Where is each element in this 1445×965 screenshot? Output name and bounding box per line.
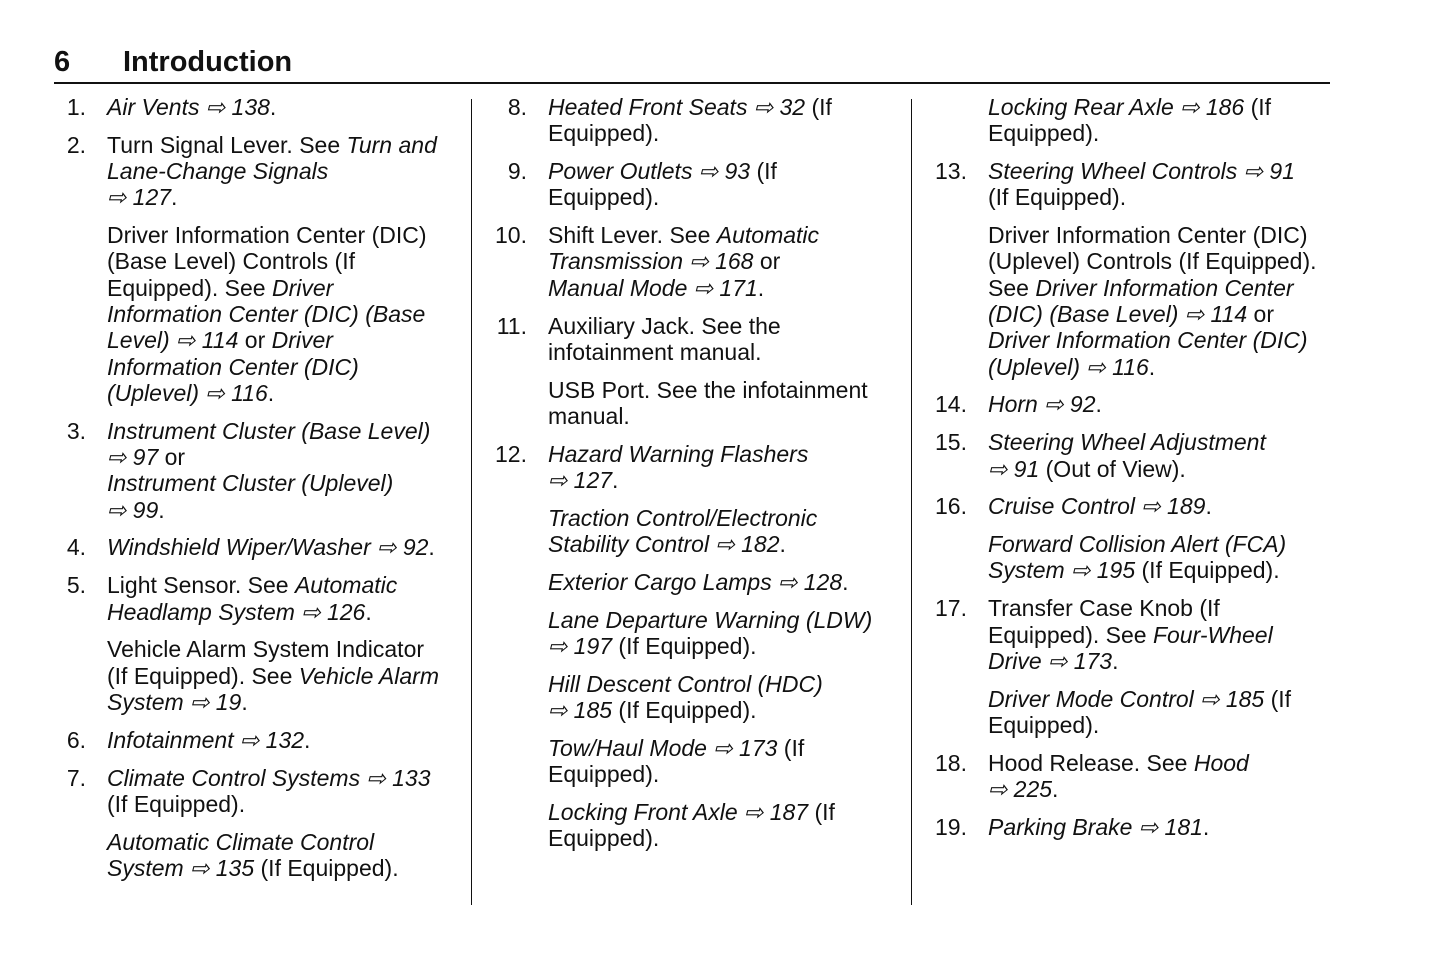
- page-reference[interactable]: ⇨ 126: [301, 598, 366, 625]
- cross-reference-link[interactable]: Instrument Cluster (Base Level): [107, 417, 431, 444]
- page-reference[interactable]: ⇨ 195: [1071, 557, 1136, 584]
- item-number: 4.: [66, 534, 86, 561]
- item-number: 9.: [507, 158, 527, 185]
- cross-reference-link[interactable]: Instrument Cluster (Uplevel): [107, 470, 394, 497]
- text: (If Equipped).: [988, 685, 1292, 738]
- text: .: [1095, 391, 1102, 418]
- page-reference[interactable]: ⇨ 127: [107, 184, 172, 211]
- cross-reference-link[interactable]: Driver Information Center (DIC) (Uplevel): [107, 327, 359, 406]
- text: .: [171, 184, 178, 211]
- text: (Out of View).: [1039, 455, 1186, 482]
- cross-reference-link[interactable]: Locking Rear Axle: [988, 94, 1174, 120]
- text: (If Equipped).: [988, 184, 1127, 211]
- cross-reference-link[interactable]: Exterior Cargo Lamps: [548, 568, 772, 595]
- column-1: [54, 94, 444, 893]
- cross-reference-link[interactable]: Automatic Headlamp System: [107, 572, 398, 625]
- item-number: 19.: [935, 813, 967, 840]
- text: .: [241, 688, 248, 715]
- text: (If Equipped).: [612, 633, 757, 660]
- item-number: 3.: [66, 417, 86, 444]
- text: Auxiliary Jack. See the infotainment manual.: [548, 312, 781, 365]
- text: USB Port. See the infotainment manual.: [548, 376, 868, 429]
- cross-reference-link[interactable]: Turn and Lane-Change Signals: [107, 131, 437, 185]
- text: Transfer Case Knob (If Equipped). See: [988, 595, 1220, 648]
- text: (If Equipped).: [612, 697, 757, 724]
- list-item: [935, 391, 1325, 417]
- list-item: [54, 94, 444, 120]
- page-reference[interactable]: ⇨ 91: [1243, 158, 1295, 185]
- cross-reference-link[interactable]: Horn: [988, 391, 1038, 418]
- text: .: [267, 379, 275, 406]
- page-reference[interactable]: ⇨ 185: [1200, 685, 1265, 712]
- text: (If Equipped).: [107, 790, 246, 817]
- cross-reference-link[interactable]: Cruise Control: [988, 493, 1135, 520]
- cross-reference-link[interactable]: Climate Control Systems: [107, 764, 361, 791]
- text: .: [757, 274, 765, 301]
- page-reference[interactable]: ⇨ 114: [1184, 301, 1248, 328]
- text: .: [365, 598, 372, 625]
- page-reference[interactable]: ⇨ 116: [205, 379, 268, 406]
- page-reference[interactable]: ⇨ 181: [1138, 813, 1203, 840]
- list-item: [935, 595, 1325, 738]
- text: .: [1205, 493, 1212, 520]
- cross-reference-link[interactable]: Hill Descent Control (HDC): [548, 670, 823, 697]
- cross-reference-link[interactable]: Locking Front Axle: [548, 799, 738, 826]
- list-item: [935, 158, 1325, 380]
- column-divider: [911, 99, 912, 905]
- page-header: [54, 44, 1330, 84]
- cross-reference-link[interactable]: Air Vents: [107, 94, 200, 120]
- cross-reference-link[interactable]: Steering Wheel Adjustment: [988, 429, 1266, 456]
- text: Driver Information Center (DIC) (Base Level) Controls (If Equipped). See: [107, 222, 427, 301]
- text: .: [779, 531, 786, 558]
- page-reference[interactable]: ⇨ 132: [239, 726, 305, 753]
- list-item: [495, 441, 885, 852]
- text: (If Equipped).: [988, 94, 1272, 147]
- item-number: 10.: [495, 222, 527, 249]
- cross-reference-link[interactable]: Parking Brake: [988, 813, 1133, 840]
- page-reference[interactable]: ⇨ 19: [190, 688, 242, 715]
- page-reference[interactable]: ⇨ 99: [107, 496, 159, 523]
- cross-reference-link[interactable]: Driver Mode Control: [988, 685, 1194, 712]
- list-item: [54, 132, 444, 406]
- column-2: [495, 94, 885, 863]
- cross-reference-link[interactable]: Tow/Haul Mode: [548, 734, 707, 761]
- cross-reference-link[interactable]: Forward Collision Alert (FCA) System: [988, 531, 1287, 584]
- page-reference[interactable]: ⇨ 128: [778, 568, 843, 595]
- cross-reference-link[interactable]: Hazard Warning Flashers: [548, 440, 809, 467]
- item-number: 1.: [66, 94, 86, 120]
- page-reference[interactable]: ⇨ 127: [548, 467, 613, 494]
- page-reference[interactable]: ⇨ 186: [1180, 94, 1245, 120]
- text: Turn Signal Lever. See: [107, 131, 347, 158]
- text: (If Equipped).: [548, 799, 835, 852]
- item-number: 14.: [935, 391, 967, 418]
- text: Shift Lever. See: [548, 222, 717, 249]
- list-item: [935, 429, 1325, 482]
- cross-reference-link[interactable]: Hood: [1193, 749, 1249, 776]
- page-reference[interactable]: ⇨ 173: [713, 734, 778, 761]
- list-item: [935, 493, 1325, 583]
- page-reference[interactable]: ⇨ 225: [988, 776, 1053, 803]
- cross-reference-link[interactable]: Manual Mode: [548, 274, 688, 301]
- text: .: [1112, 647, 1119, 674]
- page-reference[interactable]: ⇨ 182: [715, 531, 780, 558]
- item-number: 18.: [935, 749, 967, 776]
- list-item: [54, 418, 444, 523]
- page-reference[interactable]: ⇨ 133: [366, 764, 431, 791]
- item-number: 11.: [496, 312, 527, 339]
- item-number: 6.: [66, 726, 86, 753]
- text: .: [1148, 353, 1156, 380]
- text: .: [304, 726, 311, 753]
- page-reference[interactable]: ⇨ 185: [548, 697, 613, 724]
- text: .: [428, 534, 435, 561]
- text: (If Equipped).: [1135, 557, 1280, 584]
- cross-reference-link[interactable]: Lane Departure Warning (LDW): [548, 606, 873, 633]
- cross-reference-link[interactable]: Driver Information Center (DIC) (Base Level): [107, 274, 426, 354]
- page-reference[interactable]: ⇨ 173: [1048, 647, 1113, 674]
- text: .: [1202, 813, 1210, 840]
- page-reference[interactable]: ⇨ 97: [107, 444, 159, 471]
- cross-reference-link[interactable]: Power Outlets: [548, 158, 693, 185]
- text: .: [612, 467, 619, 494]
- text: .: [158, 496, 165, 523]
- text: or: [1247, 301, 1275, 328]
- text: (If Equipped).: [548, 734, 805, 788]
- cross-reference-link[interactable]: Infotainment: [107, 726, 234, 753]
- list-item: [935, 814, 1325, 840]
- text: or: [753, 248, 781, 275]
- page-reference[interactable]: ⇨ 116: [1086, 353, 1149, 380]
- text: .: [269, 94, 277, 120]
- text: Driver Information Center (DIC) (Uplevel) Controls (If Equipped). See: [988, 222, 1317, 301]
- list-item-continuation: [935, 94, 1325, 147]
- item-number: 17.: [935, 595, 967, 622]
- text: .: [1052, 776, 1059, 803]
- list-item: [495, 222, 885, 301]
- page-reference[interactable]: ⇨ 135: [190, 854, 255, 881]
- item-number: 12.: [495, 440, 527, 467]
- section-title: Introduction: [123, 46, 293, 78]
- item-number: 5.: [66, 572, 86, 599]
- page-reference[interactable]: ⇨ 197: [548, 633, 613, 660]
- page-reference[interactable]: ⇨ 189: [1141, 493, 1206, 520]
- list-item: [935, 750, 1325, 803]
- list-item: [54, 534, 444, 560]
- column-divider: [471, 99, 472, 905]
- list-item: [495, 158, 885, 211]
- page-number: 6: [54, 46, 71, 78]
- page-reference[interactable]: ⇨ 32: [753, 94, 806, 120]
- list-item: [495, 94, 885, 147]
- item-number: 13.: [935, 158, 967, 185]
- text: or: [158, 444, 186, 471]
- cross-reference-link[interactable]: Windshield Wiper/Washer: [107, 534, 371, 561]
- item-number: 2.: [66, 131, 86, 158]
- text: (If Equipped).: [548, 94, 832, 147]
- text: Light Sensor. See: [107, 572, 295, 599]
- page-reference[interactable]: ⇨ 91: [988, 455, 1040, 482]
- page-reference[interactable]: ⇨ 92: [377, 534, 429, 561]
- page-reference[interactable]: ⇨ 114: [176, 327, 239, 354]
- cross-reference-link[interactable]: Steering Wheel Controls: [988, 158, 1238, 185]
- page-reference[interactable]: ⇨ 168: [689, 248, 754, 275]
- cross-reference-link[interactable]: Traction Control/Electronic Stability Control: [548, 504, 818, 558]
- cross-reference-link[interactable]: Automatic Climate Control System: [107, 828, 375, 881]
- list-item: [54, 727, 444, 753]
- text: (If Equipped).: [548, 158, 777, 211]
- list-item: [54, 572, 444, 715]
- page-reference[interactable]: ⇨ 187: [744, 799, 809, 826]
- cross-reference-link[interactable]: Automatic Transmission: [548, 222, 820, 275]
- text: Hood Release. See: [988, 749, 1194, 776]
- page-reference[interactable]: ⇨ 171: [693, 274, 758, 301]
- page-reference[interactable]: ⇨ 92: [1044, 391, 1096, 418]
- item-number: 7.: [66, 764, 86, 791]
- cross-reference-link[interactable]: Four-Wheel Drive: [988, 621, 1273, 674]
- page-reference[interactable]: ⇨ 138: [205, 94, 270, 120]
- item-number: 8.: [507, 94, 527, 120]
- item-number: 16.: [935, 493, 967, 520]
- cross-reference-link[interactable]: Driver Information Center (DIC) (Uplevel): [988, 327, 1308, 380]
- page-reference[interactable]: ⇨ 93: [698, 158, 751, 185]
- text: Vehicle Alarm System Indicator (If Equipped). See: [107, 636, 425, 689]
- item-number: 15.: [935, 429, 967, 456]
- text: (If Equipped).: [254, 854, 399, 881]
- list-item: [54, 765, 444, 882]
- cross-reference-link[interactable]: Driver Information Center (DIC) (Base Level): [988, 274, 1294, 328]
- column-3: [935, 94, 1325, 852]
- cross-reference-link[interactable]: Heated Front Seats: [548, 94, 748, 120]
- cross-reference-link[interactable]: Vehicle Alarm System: [107, 662, 439, 715]
- list-item: [495, 313, 885, 430]
- text: .: [842, 568, 849, 595]
- text: or: [238, 327, 272, 354]
